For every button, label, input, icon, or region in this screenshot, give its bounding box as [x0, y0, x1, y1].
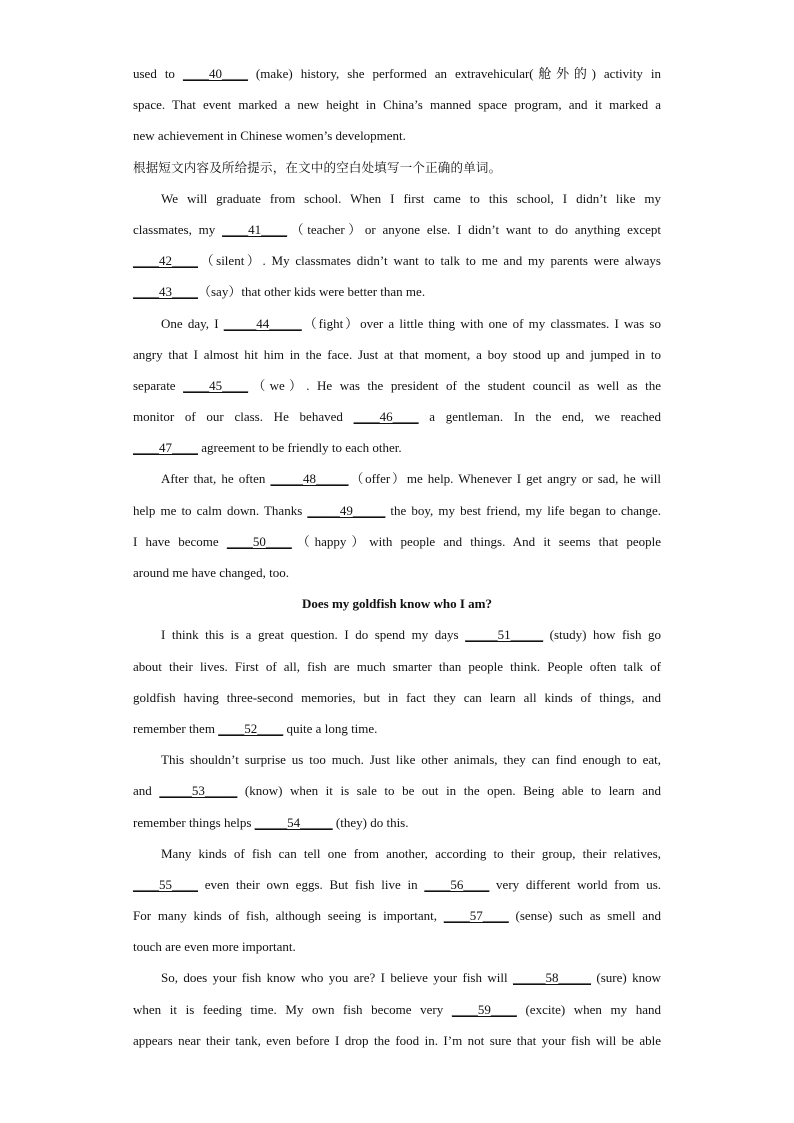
- text-segment: (sense) such as smell and: [508, 908, 661, 924]
- text-segment: angry that I almost hit him in the face. Just at that moment, a boy stood up and jumped in to: [133, 346, 661, 362]
- text-line: [133, 463, 661, 494]
- text-segment: (know) when it is sale to be out in the open. Being able to learn and: [237, 783, 661, 799]
- text-line: [133, 58, 661, 89]
- text-line: [133, 713, 661, 744]
- text-segment: For many kinds of fish, although seeing is important,: [133, 908, 444, 924]
- text-segment: One day, I: [161, 315, 224, 331]
- text-line: [133, 214, 661, 245]
- text-segment: I have become: [133, 533, 227, 549]
- answer-blank: ____45____: [183, 377, 249, 393]
- text-line: [133, 245, 661, 276]
- answer-blank: ____55____: [133, 876, 198, 892]
- text-segment: （offer）me help. Whenever I get angry or sad, he will: [348, 471, 661, 487]
- answer-blank: ____59____: [451, 1001, 517, 1017]
- text-segment: new achievement in Chinese women’s development.: [133, 128, 406, 144]
- text-line: [133, 931, 661, 962]
- text-segment: when it is feeding time. My own fish become very: [133, 1001, 452, 1017]
- text-segment: (they) do this.: [332, 814, 409, 830]
- text-segment: used to: [133, 66, 183, 81]
- text-segment: space. That event marked a new height in China’s manned space program, and it marked a: [133, 97, 661, 113]
- text-segment: So, does your fish know who you are? I believe your fish will: [161, 970, 513, 986]
- text-segment: even their own eggs. But fish live in: [198, 876, 425, 892]
- text-segment: very different world from us.: [489, 876, 661, 892]
- text-segment: quite a long time.: [283, 720, 378, 736]
- text-line: [133, 994, 661, 1025]
- text-segment: （fight）over a little thing with one of my classmates. I was so: [301, 315, 661, 331]
- text-line: [133, 432, 661, 463]
- text-segment: agreement to be friendly to each other.: [198, 440, 402, 456]
- text-line: [133, 276, 661, 307]
- instruction-line: [133, 152, 661, 183]
- text-line: [133, 495, 661, 526]
- answer-blank: ____56____: [424, 876, 490, 892]
- text-line: [133, 183, 661, 214]
- answer-blank: ____40____: [182, 66, 248, 81]
- text-segment: （teacher）or anyone else. I didn’t want to do anything except: [287, 221, 661, 237]
- text-line: [133, 900, 661, 931]
- document-page: [133, 58, 661, 1056]
- text-segment: around me have changed, too.: [133, 565, 289, 580]
- text-segment: （happy）with people and things. And it seems that people: [291, 533, 661, 549]
- answer-blank: _____54_____: [254, 814, 333, 830]
- text-segment: remember them: [133, 720, 219, 736]
- text-line: [133, 775, 661, 806]
- text-segment: appears near their tank, even before I drop the food in. I’m not sure that your fish will be able: [133, 1032, 661, 1048]
- answer-blank: ____57____: [443, 908, 509, 924]
- text-segment: After that, he often: [161, 471, 271, 487]
- text-line: [133, 869, 661, 900]
- text-segment: Does my goldfish know who I am?: [302, 596, 492, 612]
- text-segment: separate: [133, 377, 184, 393]
- text-line: [133, 308, 661, 339]
- text-segment: (excite) when my hand: [516, 1001, 662, 1017]
- answer-blank: _____53_____: [159, 783, 238, 799]
- answer-blank: _____44_____: [223, 315, 302, 331]
- text-segment: We will graduate from school. When I first came to this school, I didn’t like my: [161, 190, 661, 206]
- text-segment: goldfish having three-second memories, but in fact they can learn all kinds of things, and: [133, 689, 661, 705]
- text-segment: monitor of our class. He behaved: [133, 409, 354, 425]
- text-line: [133, 1025, 661, 1056]
- text-segment: a gentleman. In the end, we reached: [418, 409, 662, 425]
- text-line: [133, 838, 661, 869]
- text-line: [133, 651, 661, 682]
- answer-blank: ____42____: [133, 253, 198, 269]
- text-segment: help me to calm down. Thanks: [133, 502, 308, 518]
- text-line: [133, 807, 661, 838]
- text-line: [133, 962, 661, 993]
- answer-blank: _____49_____: [307, 502, 386, 518]
- text-segment: This shouldn’t surprise us too much. Just like other animals, they can find enough to eat,: [161, 752, 661, 768]
- text-line: [133, 339, 661, 370]
- answer-blank: ____46____: [353, 409, 419, 425]
- text-segment: （we）. He was the president of the student council as well as the: [248, 377, 661, 393]
- text-line: [133, 619, 661, 650]
- text-segment: and: [133, 783, 160, 799]
- text-segment: classmates, my: [133, 221, 223, 237]
- text-segment: (study) how fish go: [543, 627, 661, 643]
- text-segment: （say）that other kids were better than me.: [198, 284, 426, 300]
- answer-blank: _____51_____: [465, 627, 544, 643]
- text-segment: remember things helps: [133, 814, 255, 830]
- text-line: [133, 682, 661, 713]
- text-line: [133, 401, 661, 432]
- answer-blank: _____48_____: [270, 471, 349, 487]
- answer-blank: ____52____: [218, 720, 284, 736]
- text-line: [133, 526, 661, 557]
- text-segment: the boy, my best friend, my life began to change.: [385, 502, 661, 518]
- text-segment: （silent）. My classmates didn’t want to talk to me and my parents were always: [198, 253, 661, 269]
- answer-blank: ____41____: [222, 221, 288, 237]
- text-segment: 根据短文内容及所给提示，在文中的空白处填写一个正确的单词。: [133, 159, 502, 175]
- answer-blank: ____50____: [226, 533, 292, 549]
- answer-blank: ____47____: [133, 440, 198, 456]
- text-segment: (sure) know: [591, 970, 661, 986]
- text-segment: (make) history, she performed an extravehicular(舱外的) activity in: [247, 66, 661, 81]
- text-segment: touch are even more important.: [133, 939, 296, 955]
- answer-blank: _____58_____: [513, 970, 591, 986]
- text-line: [133, 120, 661, 151]
- text-line: [133, 89, 661, 120]
- text-line: [133, 744, 661, 775]
- section-title: [133, 588, 661, 619]
- text-segment: I think this is a great question. I do spend my days: [161, 627, 466, 643]
- text-line: [133, 557, 661, 588]
- text-segment: Many kinds of fish can tell one from another, according to their group, their relatives,: [161, 845, 661, 861]
- answer-blank: ____43____: [133, 284, 198, 300]
- text-segment: about their lives. First of all, fish are much smarter than people think. People often talk of: [133, 658, 661, 674]
- text-line: [133, 370, 661, 401]
